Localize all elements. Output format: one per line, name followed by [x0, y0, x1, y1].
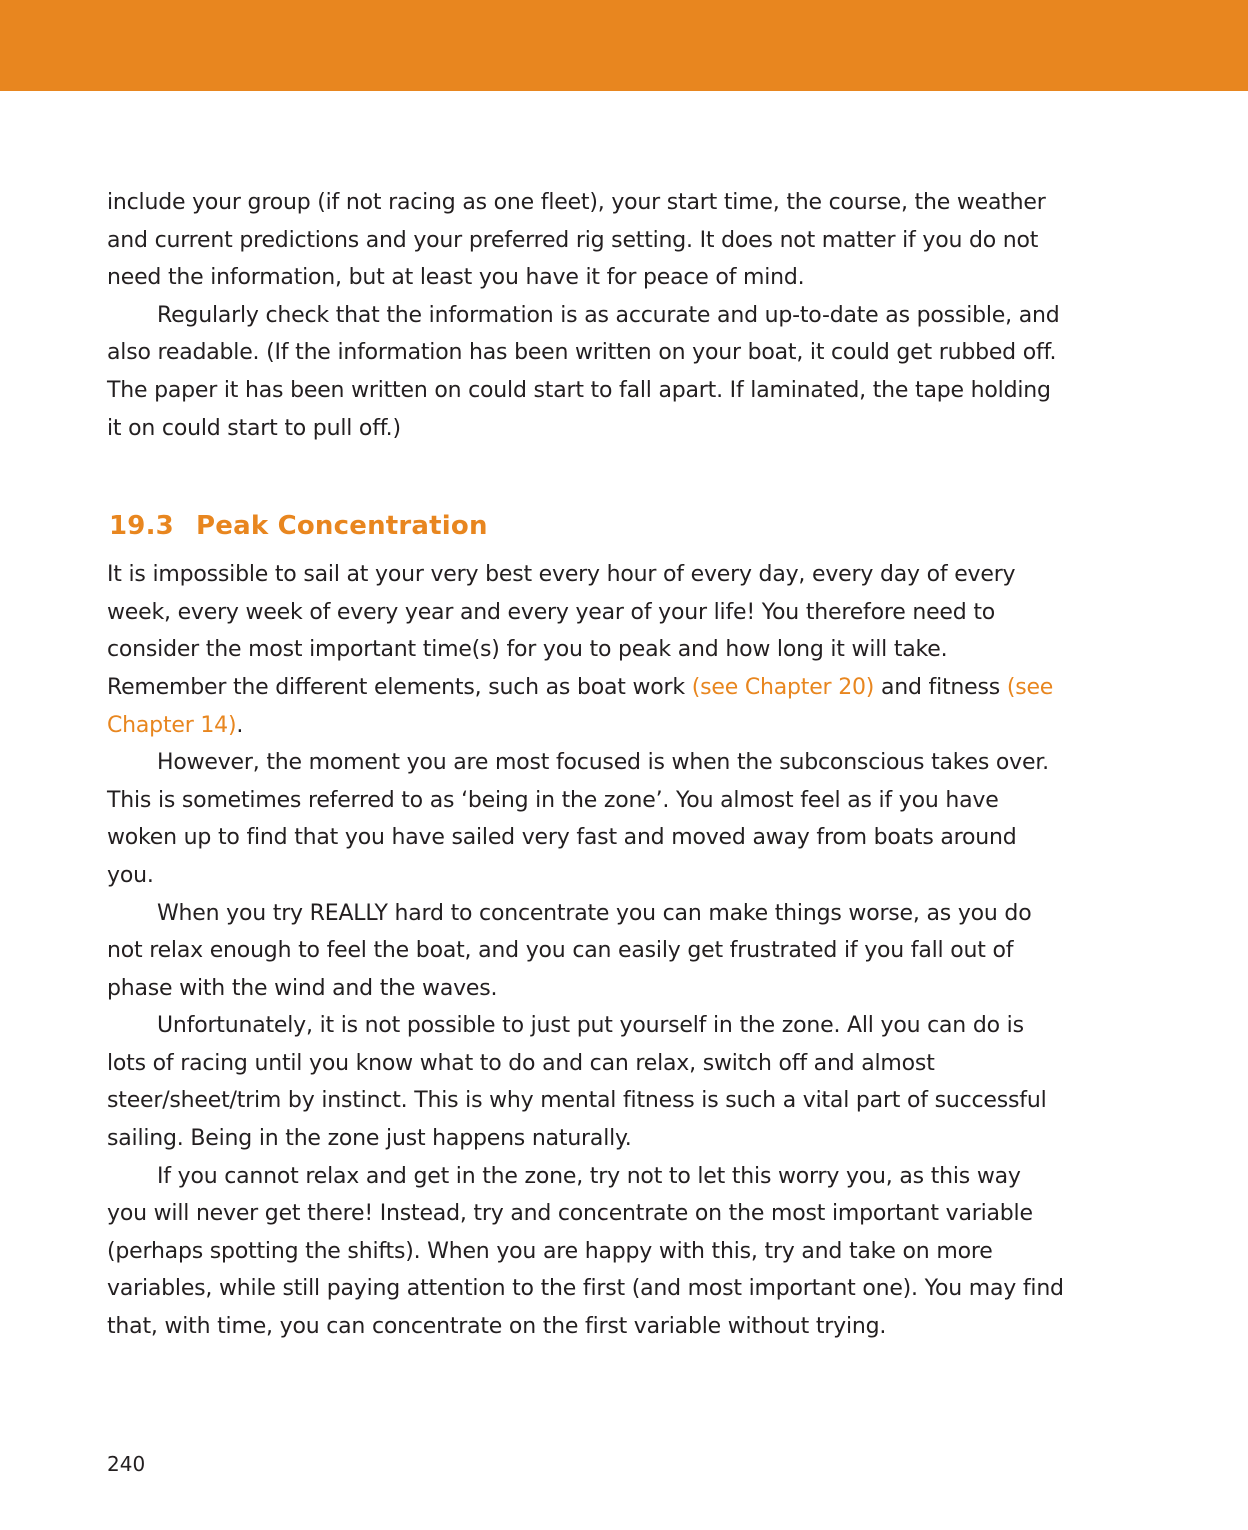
section-heading	[109, 507, 1067, 545]
chapter-20-reference-link[interactable]: (see Chapter 20)	[691, 674, 875, 700]
paragraph-continued: include your group (if not racing as one fleet), your start time, the course, the weather and current predictions and your preferred rig setting. It does not matter if you do not need the information, but at least you have it for peace of mind.	[107, 190, 1046, 291]
section-title: Peak Concentration	[196, 511, 488, 542]
section-number: 19.3	[109, 511, 174, 542]
intro-text-middle: and fitness	[874, 674, 1007, 700]
paragraph-cannot-relax: If you cannot relax and get in the zone, try not to let this worry you, as this way you will never get there! Instead, try and concentrate on the most important variable (perhaps spotting the shifts). When you are happy with this, try and take on more variables, while still paying attention to the first (and most important one). You may find that, with time, you can concentrate on the first variable without trying.	[107, 1163, 1064, 1340]
paragraph-try-hard: When you try REALLY hard to concentrate you can make things worse, as you do not relax enough to feel the boat, and you can easily get frustrated if you fall out of phase with the wind and the waves.	[107, 900, 1032, 1001]
page-number: 240	[107, 1452, 146, 1476]
section-intro-paragraph	[107, 556, 1067, 744]
page-body	[107, 184, 1067, 1346]
paragraph-check-information: Regularly check that the information is as accurate and up-to-date as possible, and also readable. (If the information has been written on your boat, it could get rubbed off. The paper it has been written on could start to fall apart. If laminated, the tape holding it on could start to pull off.)	[107, 302, 1060, 441]
intro-text-before: It is impossible to sail at your very best every hour of every day, every day of every week, every week of every year and every year of your life! You therefore need to consider the most important time(s) for you to peak and how long it will take. Remember the different elements, such as boat work	[107, 562, 1016, 700]
chapter-14-reference-link[interactable]: (see Chapter 14)	[107, 674, 1054, 738]
paragraph-in-the-zone: However, the moment you are most focused is when the subconscious takes over. This is sometimes referred to as ‘being in the zone’. You almost feel as if you have woken up to find that you have sailed very fast and moved away from boats around you.	[107, 750, 1049, 888]
header-color-band	[0, 0, 1248, 91]
intro-text-after: .	[236, 712, 244, 738]
paragraph-unfortunately: Unfortunately, it is not possible to just put yourself in the zone. All you can do is lots of racing until you know what to do and can relax, switch off and almost steer/sheet/trim by instinct. This is why mental fitness is such a vital part of successful sailing. Being in the zone just happens naturally.	[107, 1013, 1047, 1152]
